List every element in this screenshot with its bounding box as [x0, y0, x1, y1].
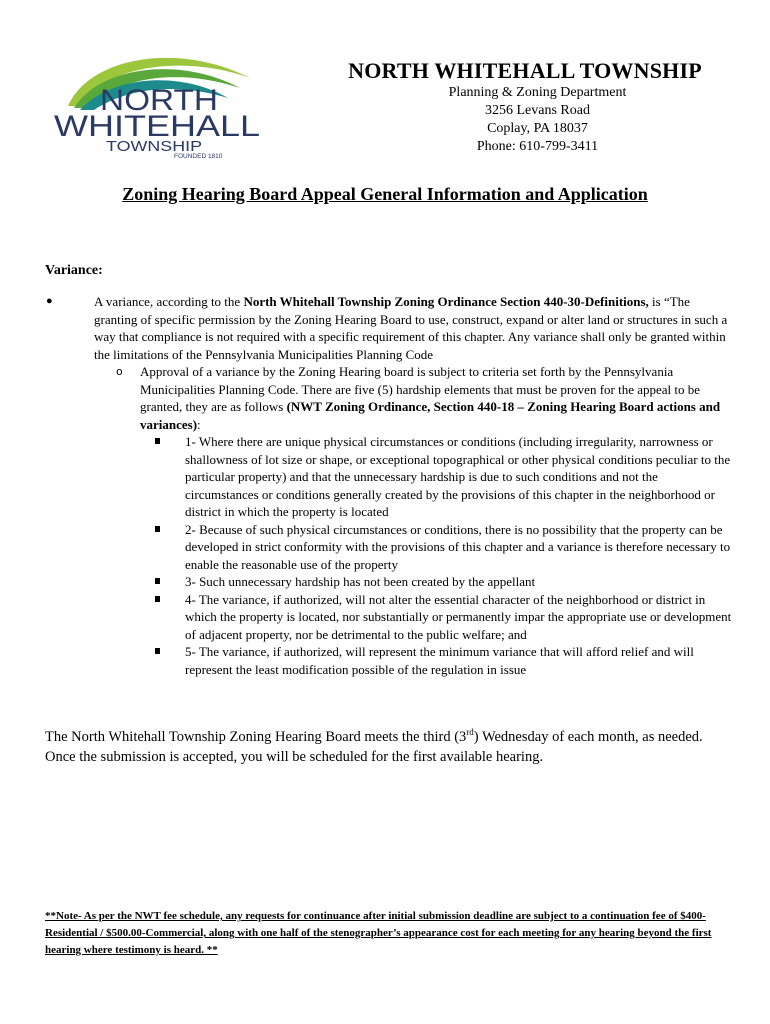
square-bullet-icon — [155, 596, 160, 602]
list-item — [185, 521, 734, 574]
bullet-icon: ● — [46, 295, 53, 307]
square-bullet-icon — [155, 578, 160, 584]
criterion-text: 4- The variance, if authorized, will not alter the essential character of the neighborhood or district in which the property is located, nor substantially or permanently impar the appropriate use or development of adjacent property, nor be detrimental to the public welfare; and — [185, 591, 732, 642]
square-bullet-icon — [155, 648, 160, 654]
fee-note: **Note- As per the NWT fee schedule, any requests for continuance after initial submission deadline are subject to a continuation fee of $400-Residential / $500.00-Commercial, along with one half of the stenographer’s appearance cost for each meeting for any hearing beyond the first hearing where testimony is heard. ** — [45, 910, 712, 956]
department: Planning & Zoning Department — [448, 85, 627, 100]
intro-text-pre: A variance, according to the — [94, 294, 244, 309]
logo-word-whitehall: WHITEHALL — [54, 110, 260, 143]
approval-item — [116, 363, 734, 678]
circle-bullet-icon: o — [116, 365, 123, 378]
list-item — [185, 591, 734, 644]
hardship-criteria-list — [140, 433, 734, 678]
address-block — [355, 84, 720, 156]
variance-intro-paragraph — [94, 293, 734, 363]
criterion-text: 2- Because of such physical circumstances or conditions, there is no possibility that the property can be developed in strict conformity with the provisions of this chapter and a variance is therefore necessary to enable the reasonable use of the property — [185, 521, 731, 572]
org-name: NORTH WHITEHALL TOWNSHIP — [348, 58, 702, 83]
phone-number: Phone: 610-799-3411 — [476, 139, 599, 154]
meeting-text-post: ) Wednesday of each month, as needed. Once the submission is accepted, you will be scheduled for the first available hearing. — [45, 729, 703, 765]
square-bullet-icon — [155, 438, 160, 444]
list-item — [185, 433, 734, 521]
variance-definition — [46, 293, 734, 678]
list-item — [185, 643, 734, 678]
approval-text-post: : — [197, 416, 201, 432]
approval-ordinance-reference: (NWT Zoning Ordinance, Section 440-18 – Zoning Hearing Board actions and variances) — [140, 399, 721, 432]
section-heading-variance: Variance: — [45, 263, 103, 278]
ordinance-reference: North Whitehall Township Zoning Ordinance Section 440-30-Definitions, — [243, 294, 649, 309]
criterion-text: 3- Such unnecessary hardship has not been created by the appellant — [185, 574, 536, 589]
list-item — [185, 573, 734, 591]
approval-text-pre: Approval of a variance by the Zoning Hearing board is subject to criteria set forth by the Pennsylvania Municipalities Planning Code. There are five (5) hardship elements that must be proven for the appeal to be granted, they are as follows — [140, 364, 701, 414]
square-bullet-icon — [155, 526, 160, 532]
city-state-zip: Coplay, PA 18037 — [487, 121, 588, 136]
ordinal-suffix: rd — [466, 727, 474, 738]
logo-word-north: NORTH — [100, 84, 218, 117]
criterion-text: 5- The variance, if authorized, will represent the minimum variance that will afford relief and will represent the least modification possible of the regulation in issue — [185, 644, 694, 677]
logo-founded: FOUNDED 1810 — [174, 153, 223, 160]
intro-text-post: is “The granting of specific permission by the Zoning Hearing Board to use, construct, expand or alter land or structures in such a way that compliance is not required with a specific requirement of this chapter. Any variance shall only be granted within the limitations of the Pennsylvania Municipalities Planning Code — [94, 294, 728, 362]
letterhead — [330, 58, 720, 156]
logo-word-township: TOWNSHIP — [106, 138, 202, 155]
meeting-text-pre: The North Whitehall Township Zoning Hearing Board meets the third (3 — [45, 729, 467, 745]
criterion-text: 1- Where there are unique physical circumstances or conditions (including irregularity, narrowness or shallowness of lot size or shape, or exceptional topographical or other physical conditions peculiar to the particular property) and that the unnecessary hardship is due to such conditions and not the circumstances or conditions generally created by the provisions of this chapter in the neighborhood or district in which the property is located — [185, 434, 731, 519]
township-logo — [50, 48, 265, 160]
street-address: 3256 Levans Road — [485, 103, 590, 118]
meeting-schedule-paragraph — [45, 728, 735, 767]
document-title: Zoning Hearing Board Appeal General Information and Application — [122, 184, 648, 204]
